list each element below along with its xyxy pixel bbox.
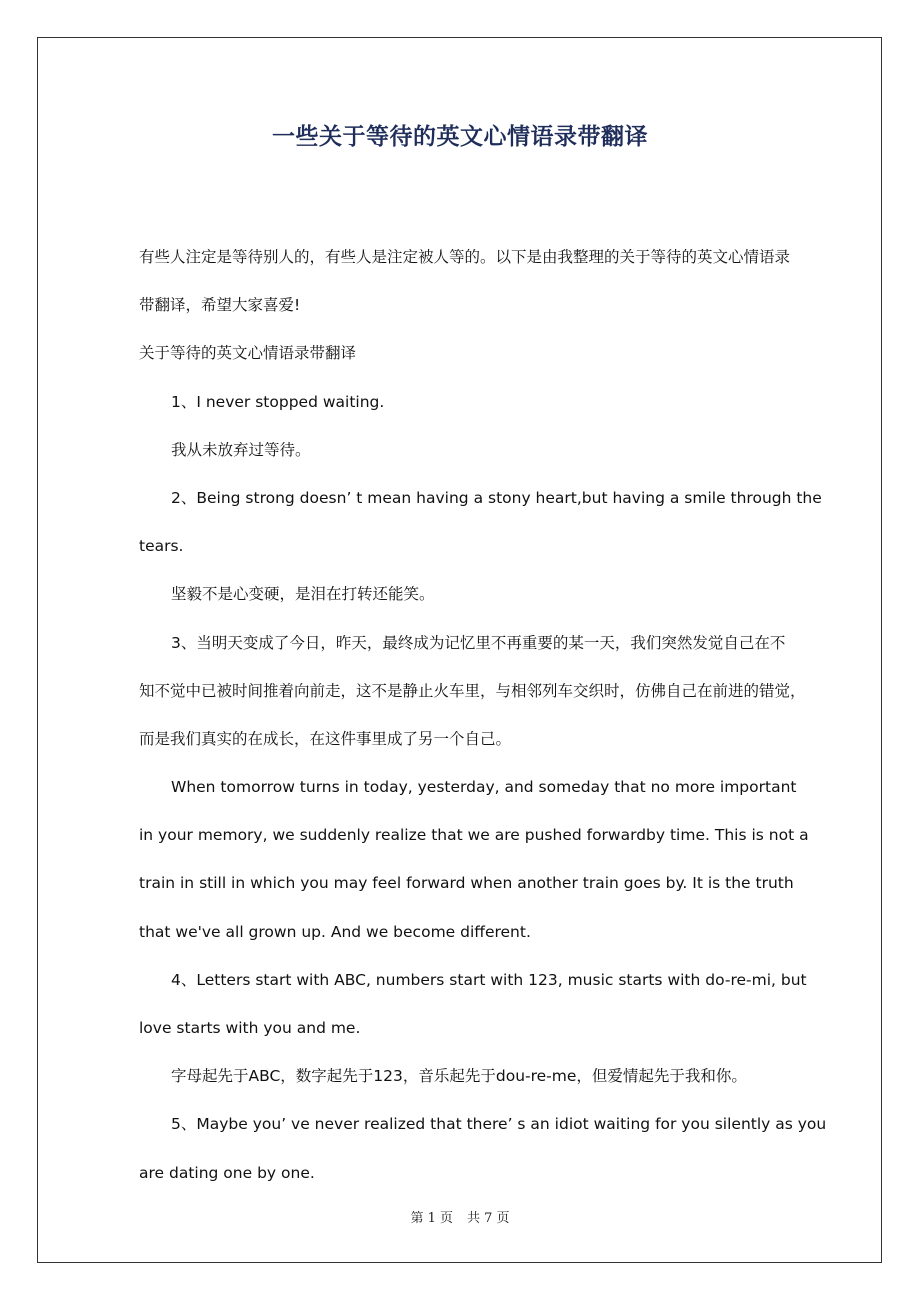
section-heading: 关于等待的英文心情语录带翻译 bbox=[139, 344, 357, 363]
quote-line: tears. bbox=[139, 537, 184, 556]
paragraph-line: 带翻译，希望大家喜爱! bbox=[139, 296, 301, 315]
quote-line: love starts with you and me. bbox=[139, 1019, 361, 1037]
document-title: 一些关于等待的英文心情语录带翻译 bbox=[272, 124, 648, 150]
document-body bbox=[139, 240, 827, 1204]
page-footer bbox=[0, 1207, 920, 1226]
page-number: 第 1 页 bbox=[410, 1211, 453, 1226]
translation-line: When tomorrow turns in today, yesterday, and someday that no more important bbox=[171, 778, 797, 797]
quote-line: 而是我们真实的在成长，在这件事里成了另一个自己。 bbox=[139, 729, 512, 748]
quote-line: 4、Letters start with ABC, numbers start with 123, music starts with do-re-mi, but bbox=[171, 970, 807, 989]
quote-line: 1、I never stopped waiting. bbox=[171, 392, 385, 411]
translation-line: in your memory, we suddenly realize that we are pushed forwardby time. This is not a bbox=[139, 826, 809, 845]
quote-line: 2、Being strong doesn’ t mean having a stony heart,but having a smile through the bbox=[171, 488, 822, 507]
quote-line: 5、Maybe you’ ve never realized that there’ s an idiot waiting for you silently as you bbox=[171, 1115, 827, 1134]
quote-line: 3、当明天变成了今日，昨天，最终成为记忆里不再重要的某一天，我们突然发觉自己在不 bbox=[171, 633, 786, 652]
quote-line: are dating one by one. bbox=[139, 1163, 315, 1182]
translation-line: train in still in which you may feel forward when another train goes by. It is the truth bbox=[139, 874, 794, 893]
translation-line: that we've all grown up. And we become different. bbox=[139, 922, 531, 941]
page-total: 共 7 页 bbox=[467, 1211, 510, 1226]
translation-line: 坚毅不是心变硬，是泪在打转还能笑。 bbox=[171, 585, 435, 604]
paragraph-line: 有些人注定是等待别人的，有些人是注定被人等的。以下是由我整理的关于等待的英文心情语录 bbox=[139, 248, 791, 266]
translation-line: 我从未放弃过等待。 bbox=[171, 440, 311, 459]
translation-line: 字母起先于ABC，数字起先于123，音乐起先于dou-re-me，但爱情起先于我和你。 bbox=[171, 1067, 747, 1086]
quote-line: 知不觉中已被时间推着向前走，这不是静止火车里，与相邻列车交织时，仿佛自己在前进的错觉， bbox=[139, 681, 806, 700]
